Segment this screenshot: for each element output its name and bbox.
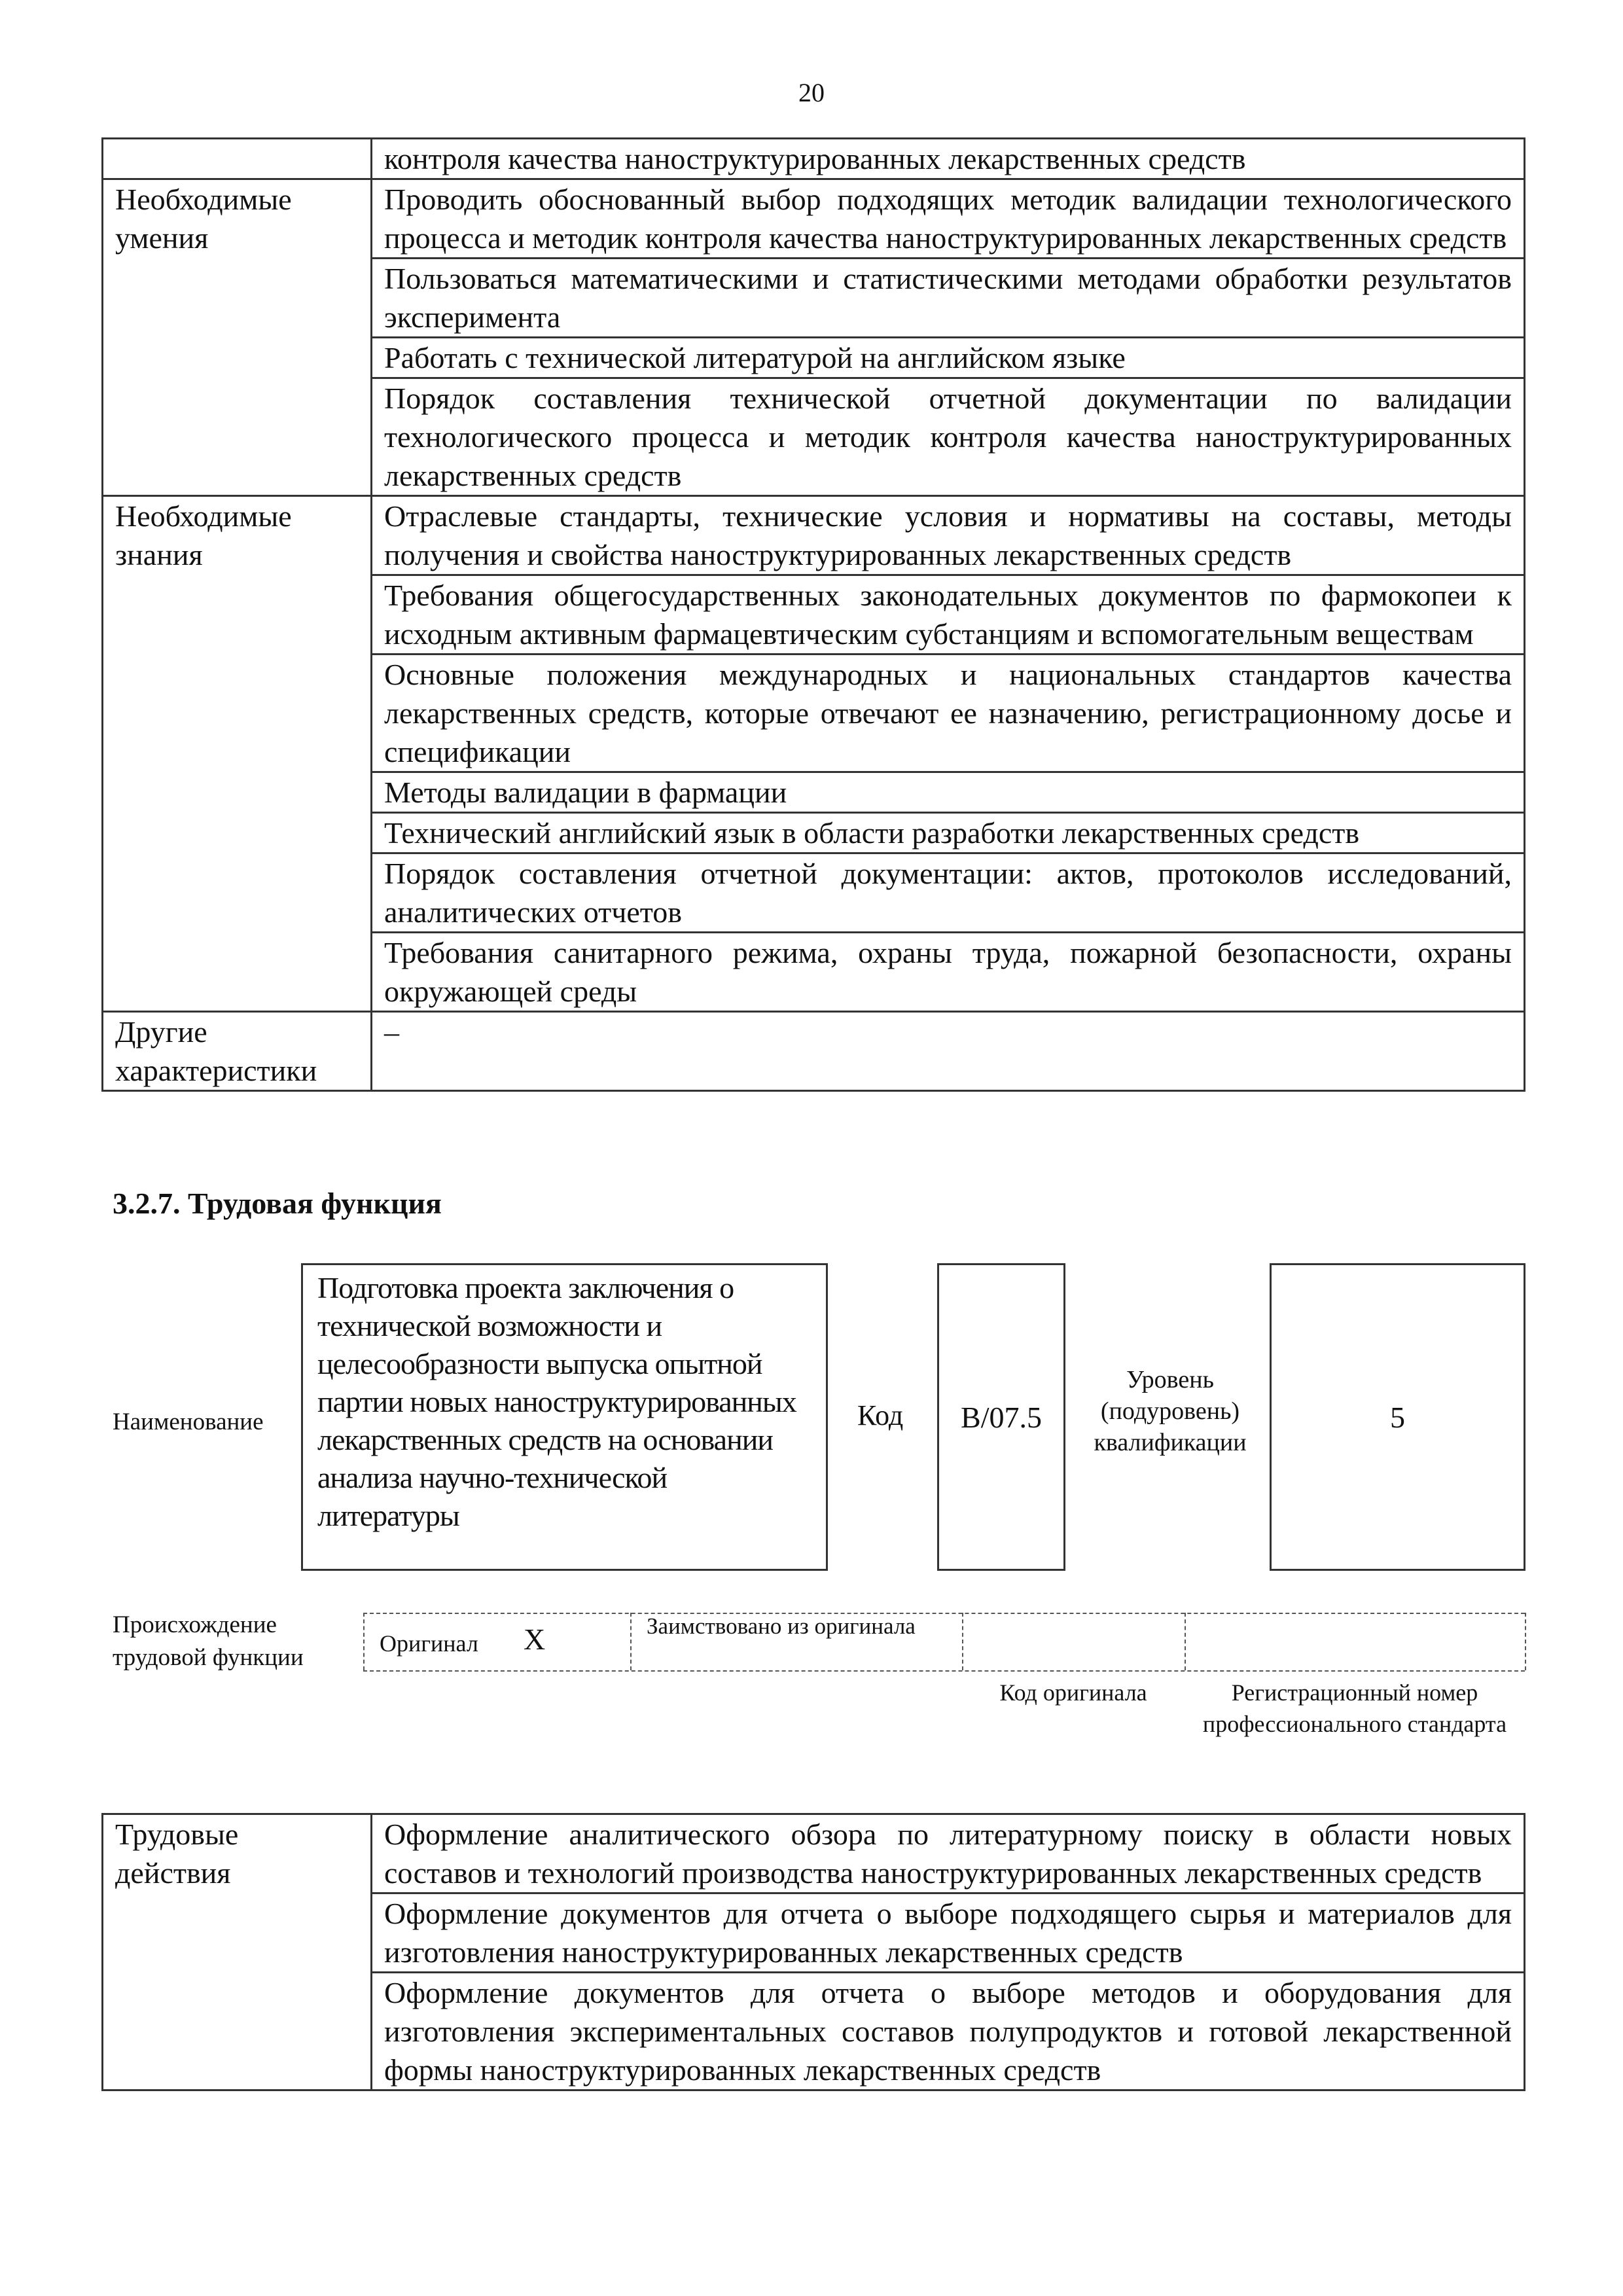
function-code-box: B/07.5 [937,1263,1065,1571]
row-label-actions: Трудовые действия [103,1814,372,2090]
table-cell: Отраслевые стандарты, технические условия и нормативы на составы, методы получения и свойства наноструктурированных лекарственных средств [372,496,1525,575]
row-label-other: Другие характеристики [103,1012,372,1091]
table-cell: Технический английский язык в области разработки лекарственных средств [372,813,1525,853]
table-cell: Проводить обоснованный выбор подходящих методик валидации технологического процесса и методик контроля качества наноструктурированных лекарственных средств [372,179,1525,259]
code-original-caption: Код оригинала [999,1679,1147,1706]
page-number: 20 [798,78,825,107]
level-label: Уровень (подуровень) квалификации [1094,1366,1247,1456]
table-cell: контроля качества наноструктурированных лекарственных средств [372,139,1525,179]
row-label-knowledge: Необходимые знания [103,496,372,1012]
level-box: 5 [1270,1263,1525,1571]
origin-divider [363,1613,365,1670]
original-label: Оригинал [380,1630,478,1657]
table-cell: Порядок составления отчетной документации: актов, протоколов исследований, аналитических отчетов [372,853,1525,933]
table-cell: Требования общегосударственных законодательных документов по фармокопеи к исходным активным фармацевтическим субстанциям и вспомогательным веществам [372,575,1525,655]
table-row [103,139,1525,179]
origin-bottom-border [363,1670,1525,1672]
table-cell: Требования санитарного режима, охраны труда, пожарной безопасности, охраны окружающей среды [372,933,1525,1012]
row-label-skills: Необходимые умения [103,179,372,496]
table-cell: Основные положения международных и национальных стандартов качества лекарственных средств, которые отвечают ее назначению, регистрационному досье и спецификации [372,655,1525,772]
table-cell: Оформление документов для отчета о выборе методов и оборудования для изготовления экспериментальных составов полупродуктов и готовой лекарственной формы наноструктурированных лекарственных средств [372,1973,1525,2090]
table-cell: – [372,1012,1525,1091]
table-row [103,1012,1525,1091]
table-cell: Методы валидации в фармации [372,772,1525,813]
borrowed-label: Заимствовано из оригинала [647,1613,916,1639]
origin-divider [962,1613,963,1670]
labor-actions-table [101,1813,1525,2091]
section-heading: 3.2.7. Трудовая функция [113,1187,442,1220]
origin-divider [630,1613,632,1670]
table-cell: Работать с технической литературой на английском языке [372,338,1525,378]
table-cell: Пользоваться математическими и статистическими методами обработки результатов эксперимента [372,259,1525,338]
original-mark: X [524,1623,546,1656]
skills-knowledge-table [101,137,1525,1092]
table-row [103,1814,1525,1893]
row-label [103,139,372,179]
code-label: Код [857,1399,904,1431]
reg-number-caption: Регистрационный номер профессионального стандарта [1202,1679,1507,1737]
function-name-box: Подготовка проекта заключения о технической возможности и целесообразности выпуска опытной партии новых наноструктурированных лекарственных средств на основании анализа научно-технической литературы [301,1263,828,1571]
origin-divider [1525,1613,1526,1670]
table-cell: Оформление аналитического обзора по литературному поиску в области новых составов и технологий производства наноструктурированных лекарственных средств [372,1814,1525,1893]
table-cell: Порядок составления технической отчетной документации по валидации технологического процесса и методик контроля качества наноструктурированных лекарственных средств [372,378,1525,496]
origin-divider [1185,1613,1186,1670]
origin-label: Происхождение трудовой функции [113,1611,304,1671]
table-cell: Оформление документов для отчета о выборе подходящего сырья и материалов для изготовления наноструктурированных лекарственных средств [372,1893,1525,1973]
table-row [103,179,1525,259]
name-label: Наименование [113,1408,264,1435]
table-row [103,496,1525,575]
